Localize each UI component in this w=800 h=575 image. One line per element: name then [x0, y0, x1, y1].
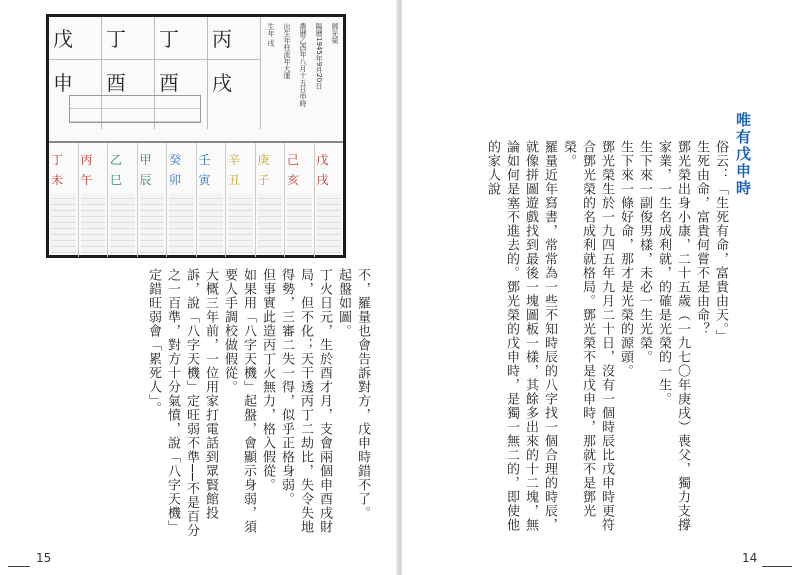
paragraph: 羅量近年寫書，常常為一些不知時辰的八字找一個合理的時辰，就像拼圖遊戲找到最後一塊圖板一樣，其餘多出來的十二塊，無論如何是塞不進去的。鄧光榮的戊申時，是獨一無二的，即使他的家人說 [485, 140, 557, 532]
paragraph: 生死由命，富貴何嘗不是由命？ [694, 140, 709, 336]
page-number: 14 [742, 551, 758, 565]
pillar-branch: 酉 [159, 71, 179, 95]
luck-pillar [226, 143, 256, 257]
right-body-text [483, 140, 730, 540]
luck-stem: 戊 [316, 153, 329, 167]
pillar-divider [155, 59, 207, 60]
pillar-divider [49, 59, 101, 60]
page-number-rule [8, 566, 30, 567]
luck-detail-lines [287, 193, 312, 253]
paragraph: 鄧光榮生於一九四五年九月二十日，沒有一個時辰比戊申時更符合鄧光榮的名成利就格局。鄧光榮不是戊申時，那就不是鄧光榮。 [561, 140, 614, 532]
paragraph: 丁火日元，生於酉才月，支會兩個申酉戌財局，但不化；天干透丙丁二劫比，失令失地得勢，三審二失一得，似乎正格身弱。 [279, 268, 332, 534]
luck-detail-lines [169, 193, 194, 253]
luck-stem: 辛 [228, 153, 241, 167]
pillar-branch: 申 [53, 71, 73, 95]
luck-stem: 己 [287, 153, 300, 167]
luck-pillar [108, 143, 138, 257]
left-page [0, 0, 398, 575]
luck-pillar [256, 143, 286, 257]
paragraph: 大概三年前，一位用家打電話到眾賢館投訴，說「八字天機」定旺弱不準──不是百分之一百準，對方十分氣憤，說「八字天機」定錯旺弱會「累死人」。 [146, 268, 218, 538]
chart-inner [49, 17, 343, 255]
luck-stem: 庚 [257, 153, 270, 167]
luck-branch: 辰 [139, 173, 152, 187]
luck-branch: 卯 [169, 173, 182, 187]
luck-branch: 巳 [110, 173, 123, 187]
info-column: 出生年柱流年大運 [283, 23, 291, 79]
left-body-text [144, 268, 372, 540]
info-column: 生年 戌 [267, 23, 275, 47]
luck-branch: 丑 [228, 173, 241, 187]
luck-stem: 甲 [139, 153, 152, 167]
luck-pillar [285, 143, 315, 257]
paragraph: 生下來一條好命，那才是光榮的源頭。 [618, 140, 633, 378]
luck-branch: 寅 [198, 173, 211, 187]
luck-stem: 丁 [51, 153, 64, 167]
info-column: 農曆乙酉年八月十五日申時 [299, 23, 307, 107]
pillar-stem: 丙 [212, 27, 232, 51]
page-number: 15 [36, 551, 52, 565]
info-column: 陽曆1945年9月20日 [315, 23, 323, 90]
section-heading: 唯有戊申時 [734, 112, 752, 197]
paragraph: 鄧光榮出身小康，二十五歲（一九七〇年庚戌）喪父，獨力支撐家業，一生名成利就，的確是光榮的一生。 [656, 140, 690, 532]
chart-info-panel [261, 17, 343, 129]
luck-detail-lines [258, 193, 283, 253]
pillar-stem: 丁 [159, 27, 179, 51]
paragraph: 如果用「八字天機」起盤，會顯示身弱，須要人手調校做假從。 [222, 268, 256, 534]
right-page [402, 0, 800, 575]
luck-stem: 丙 [80, 153, 93, 167]
chart-summary-table [69, 95, 201, 123]
luck-pillar [197, 143, 227, 257]
pillar-4 [208, 17, 261, 129]
pillar-stem: 丁 [106, 27, 126, 51]
summary-row [70, 109, 200, 122]
luck-stem: 壬 [198, 153, 211, 167]
luck-detail-lines [140, 193, 165, 253]
paragraph: 不，羅量也會告訴對方，戊申時錯不了。 [355, 268, 370, 520]
luck-pillar [315, 143, 344, 257]
chart-upper [49, 17, 343, 129]
luck-branch: 戌 [316, 173, 329, 187]
summary-row [70, 96, 200, 109]
pillar-branch: 酉 [106, 71, 126, 95]
luck-detail-lines [81, 193, 106, 253]
luck-detail-lines [51, 193, 76, 253]
info-column: 鄧光榮 [331, 23, 339, 44]
bazi-chart-image [46, 14, 346, 258]
luck-branch: 子 [257, 173, 270, 187]
luck-detail-lines [228, 193, 253, 253]
paragraph: 但事實此造丙丁火無力，格入假從。 [260, 268, 275, 492]
luck-pillar [79, 143, 109, 257]
luck-pillar [167, 143, 197, 257]
luck-pillar [49, 143, 79, 257]
paragraph: 俗云：「生死有命，富貴由天。」 [713, 140, 728, 344]
page-number-rule [762, 566, 792, 567]
luck-stem: 乙 [110, 153, 123, 167]
pillar-branch: 戌 [212, 71, 232, 95]
luck-branch: 未 [51, 173, 64, 187]
pillar-stem: 戊 [53, 27, 73, 51]
luck-detail-lines [110, 193, 135, 253]
pillar-divider [208, 59, 260, 60]
luck-pillars [49, 141, 343, 257]
luck-branch: 亥 [287, 173, 300, 187]
paragraph: 起盤如圖。 [336, 268, 351, 338]
luck-branch: 午 [80, 173, 93, 187]
luck-detail-lines [199, 193, 224, 253]
pillar-divider [102, 59, 154, 60]
luck-detail-lines [317, 193, 342, 253]
luck-pillar [138, 143, 168, 257]
luck-stem: 癸 [169, 153, 182, 167]
paragraph: 生下來一副俊男樣，未必一生光榮。 [637, 140, 652, 364]
